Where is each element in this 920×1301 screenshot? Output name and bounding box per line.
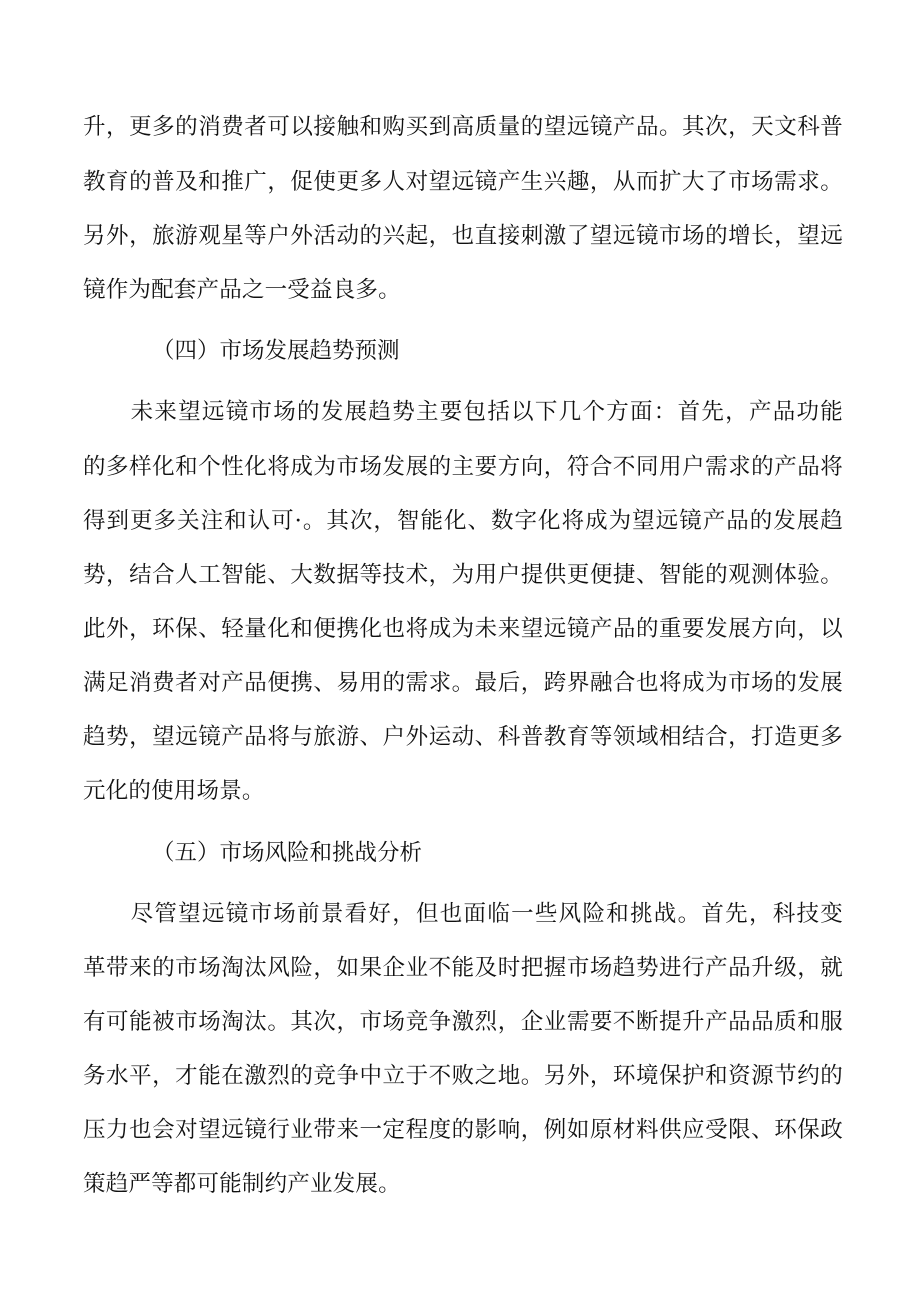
section-heading-4: （四）市场发展趋势预测 (152, 338, 400, 364)
paragraph-1-line-4: 镜作为配套产品之一受益良多。 (83, 277, 401, 303)
paragraph-2-line-6: 满足消费者对产品便携、易用的需求。最后，跨界融合也将成为市场的发展 (83, 670, 843, 696)
paragraph-1-line-3: 另外，旅游观星等户外活动的兴起，也直接刺激了望远镜市场的增长，望远 (83, 223, 843, 249)
paragraph-1-line-1: 升，更多的消费者可以接触和购买到高质量的望远镜产品。其次，天文科普 (83, 114, 843, 140)
paragraph-3-line-1: 尽管望远镜市场前景看好，但也面临一些风险和挑战。首先，科技变 (83, 901, 843, 927)
paragraph-2-line-3: 得到更多关注和认可·。其次，智能化、数字化将成为望远镜产品的发展趋 (83, 508, 843, 534)
paragraph-2-line-5: 此外，环保、轻量化和便携化也将成为未来望远镜产品的重要发展方向，以 (83, 616, 843, 642)
paragraph-3-line-4: 务水平，才能在激烈的竞争中立于不败之地。另外，环境保护和资源节约的 (83, 1063, 843, 1089)
paragraph-2-line-1: 未来望远镜市场的发展趋势主要包括以下几个方面：首先，产品功能 (83, 399, 843, 425)
paragraph-2-line-8: 元化的使用场景。 (83, 778, 265, 804)
paragraph-1-line-2: 教育的普及和推广，促使更多人对望远镜产生兴趣，从而扩大了市场需求。 (83, 169, 843, 195)
paragraph-2-line-7: 趋势，望远镜产品将与旅游、户外运动、科普教育等领域相结合，打造更多 (83, 724, 843, 750)
paragraph-3-line-6: 策趋严等都可能制约产业发展。 (83, 1171, 401, 1197)
paragraph-2-line-4: 势，结合人工智能、大数据等技术，为用户提供更便捷、智能的观测体验。 (83, 562, 843, 588)
paragraph-2-line-2: 的多样化和个性化将成为市场发展的主要方向，符合不同用户需求的产品将 (83, 454, 843, 480)
paragraph-3-line-3: 有可能被市场淘汰。其次，市场竞争激烈，企业需要不断提升产品品质和服 (83, 1009, 843, 1035)
paragraph-3-line-2: 革带来的市场淘汰风险，如果企业不能及时把握市场趋势进行产品升级，就 (83, 955, 843, 981)
paragraph-3-line-5: 压力也会对望远镜行业带来一定程度的影响，例如原材料供应受限、环保政 (83, 1117, 843, 1143)
section-heading-5: （五）市场风险和挑战分析 (152, 840, 423, 866)
